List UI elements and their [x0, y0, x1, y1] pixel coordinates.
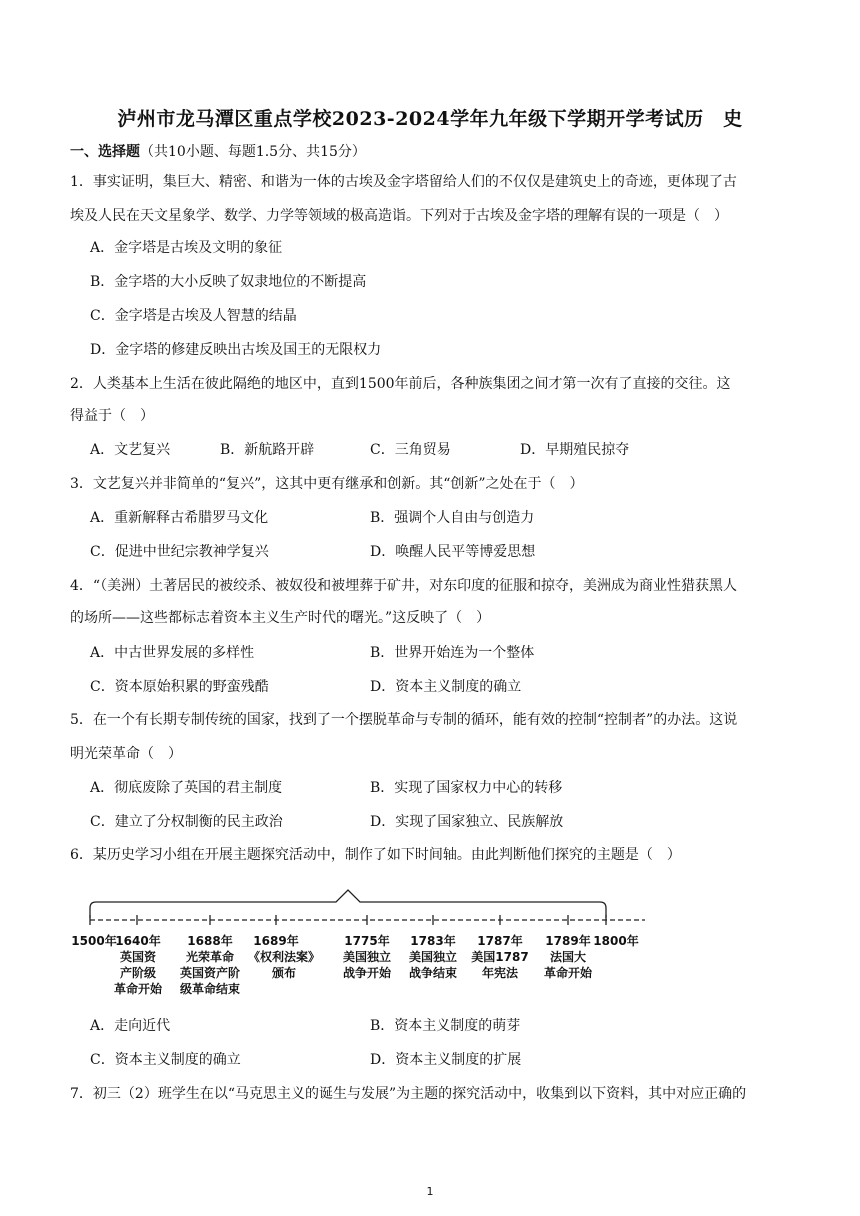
- event-line: 颁布: [271, 966, 297, 980]
- event-line: 产阶级: [119, 966, 157, 980]
- q2-stem-line-2: 得益于（ ）: [70, 408, 154, 424]
- event-line: 光荣革命: [185, 950, 235, 964]
- q5-stem-line-1: 5．在一个有长期专制传统的国家，找到了一个摆脱革命与专制的循环，能有效的控制“控制者”的办法。这说: [70, 712, 738, 728]
- q5-option-a: A．彻底废除了英国的君主制度: [90, 780, 283, 796]
- page-title: 泸州市龙马潭区重点学校2023-2024学年九年级下学期开学考试历 史: [117, 108, 743, 130]
- event-line: 革命开始: [113, 982, 163, 996]
- q4-stem-line-1: 4．“（美洲）土著居民的被绞杀、被奴役和被埋葬于矿井，对东印度的征服和掠夺，美洲成为商业性猎获黑人: [70, 578, 738, 594]
- q3-option-b: B．强调个人自由与创造力: [370, 510, 535, 526]
- q4-stem-line-2: 的场所——这些都标志着资本主义生产时代的曙光。”这反映了（ ）: [70, 610, 491, 626]
- timeline-axis: [60, 882, 660, 932]
- timeline-brace: [90, 890, 606, 918]
- event-line: 美国独立: [408, 950, 458, 964]
- q1-option-d: D．金字塔的修建反映出古埃及国王的无限权力: [90, 342, 382, 358]
- timeline-figure: [60, 882, 660, 1002]
- event-line: 美国独立: [342, 950, 392, 964]
- event-line: 战争结束: [408, 966, 458, 980]
- timeline-event-1787: [471, 949, 528, 981]
- event-line: 战争开始: [342, 966, 392, 980]
- timeline-event-1783: [409, 949, 457, 981]
- q1-option-c: C．金字塔是古埃及人智慧的结晶: [90, 308, 297, 324]
- timeline-year-1500: 1500年: [71, 934, 117, 948]
- section-note: （共10小题、每题1.5分、共15分）: [140, 144, 366, 160]
- q3-option-a: A．重新解释古希腊罗马文化: [90, 510, 269, 526]
- q2-option-b: B．新航路开辟: [220, 442, 315, 458]
- timeline-year-1640: 1640年: [115, 934, 161, 948]
- q6-stem-line-1: 6．某历史学习小组在开展主题探究活动中，制作了如下时间轴。由此判断他们探究的主题是（ ）: [70, 847, 681, 863]
- timeline-event-1688: [180, 949, 240, 997]
- timeline-year-1688: 1688年: [187, 934, 233, 948]
- q3-stem-line-1: 3．文艺复兴并非简单的“复兴”，这其中更有继承和创新。其“创新”之处在于（ ）: [70, 476, 584, 492]
- event-line: 美国1787: [471, 950, 529, 964]
- q5-option-d: D．实现了国家独立、民族解放: [370, 814, 564, 830]
- timeline-event-1775: [343, 949, 391, 981]
- q6-option-a: A．走向近代: [90, 1018, 171, 1034]
- q6-option-d: D．资本主义制度的扩展: [370, 1052, 522, 1068]
- q7-stem-line-1: 7．初三（2）班学生在以“马克思主义的诞生与发展”为主题的探究活动中，收集到以下资料，其中对应正确的: [70, 1086, 747, 1102]
- q3-option-d: D．唤醒人民平等博爱思想: [370, 544, 536, 560]
- timeline-event-1689: [248, 949, 320, 981]
- timeline-year-1800: 1800年: [593, 934, 639, 948]
- q2-option-a: A．文艺复兴: [90, 442, 171, 458]
- q1-option-b: B．金字塔的大小反映了奴隶地位的不断提高: [90, 274, 367, 290]
- timeline-year-1789: 1789年: [545, 934, 591, 948]
- event-line: 《权利法案》: [247, 950, 321, 964]
- timeline-year-1775: 1775年: [344, 934, 390, 948]
- event-line: 英国资产阶: [179, 966, 241, 980]
- q4-option-c: C．资本原始积累的野蛮残酷: [90, 679, 269, 695]
- event-line: 年宪法: [481, 966, 518, 980]
- event-line: 英国资: [119, 950, 157, 964]
- timeline-event-1640: [114, 949, 162, 997]
- event-line: 革命开始: [543, 966, 593, 980]
- q3-option-c: C．促进中世纪宗教神学复兴: [90, 544, 269, 560]
- q1-stem-line-2: 埃及人民在天文星象学、数学、力学等领域的极高造诣。下列对于古埃及金字塔的理解有误的一项是（ ）: [70, 208, 728, 224]
- q4-option-d: D．资本主义制度的确立: [370, 679, 522, 695]
- q5-stem-line-2: 明光荣革命（ ）: [70, 746, 182, 762]
- timeline-year-1787: 1787年: [477, 934, 523, 948]
- section-heading-text: 一、选择题: [70, 144, 140, 160]
- q5-option-b: B．实现了国家权力中心的转移: [370, 780, 563, 796]
- section-heading: [70, 142, 366, 162]
- q4-option-b: B．世界开始连为一个整体: [370, 645, 535, 661]
- q2-option-d: D．早期殖民掠夺: [520, 442, 630, 458]
- q2-option-c: C．三角贸易: [370, 442, 451, 458]
- q6-option-c: C．资本主义制度的确立: [90, 1052, 241, 1068]
- event-line: 级革命结束: [179, 982, 241, 996]
- q4-option-a: A．中古世界发展的多样性: [90, 645, 255, 661]
- q6-option-b: B．资本主义制度的萌芽: [370, 1018, 521, 1034]
- q2-stem-line-1: 2．人类基本上生活在彼此隔绝的地区中，直到1500年前后，各种族集团之间才第一次有了直接的交往。这: [70, 376, 731, 392]
- timeline-event-1789: [544, 949, 592, 981]
- page-number: 1: [426, 1185, 434, 1198]
- timeline-year-1689: 1689年: [253, 934, 299, 948]
- timeline-year-1783: 1783年: [410, 934, 456, 948]
- q1-option-a: A．金字塔是古埃及文明的象征: [90, 240, 283, 256]
- q5-option-c: C．建立了分权制衡的民主政治: [90, 814, 283, 830]
- event-line: 法国大: [549, 950, 587, 964]
- q1-stem-line-1: 1．事实证明，集巨大、精密、和谐为一体的古埃及金字塔留给人们的不仅仅是建筑史上的奇迹，更体现了古: [70, 174, 737, 190]
